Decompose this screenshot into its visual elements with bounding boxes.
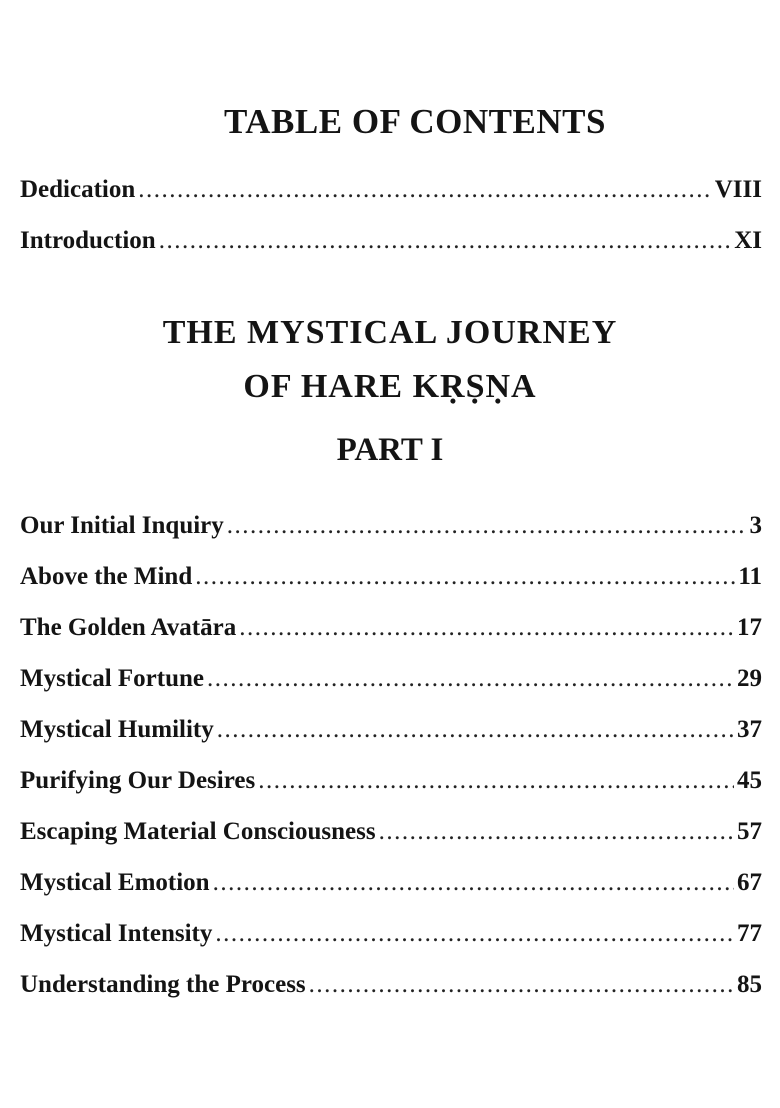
entry-page-number: 77: [737, 920, 762, 947]
dot-leader: [215, 920, 734, 948]
entry-page-number: 37: [737, 716, 762, 743]
entry-title: Mystical Emotion: [20, 869, 210, 896]
dot-leader: [159, 227, 732, 255]
dot-leader: [207, 665, 734, 693]
entry-page-number: 29: [737, 665, 762, 692]
toc-entry-introduction[interactable]: [20, 227, 762, 278]
dot-leader: [217, 716, 734, 744]
dot-leader: [239, 614, 734, 642]
entry-page-number: VIII: [714, 176, 762, 203]
entry-page-number: 3: [749, 512, 762, 539]
entry-title: Escaping Material Consciousness: [20, 818, 376, 845]
entry-title: Introduction: [20, 227, 156, 254]
toc-entry[interactable]: [20, 818, 762, 869]
dot-leader: [379, 818, 734, 846]
section-title-line-2: OF HARE KṚṢṆA: [243, 368, 537, 405]
entry-title: Mystical Humility: [20, 716, 214, 743]
entry-page-number: 85: [737, 971, 762, 998]
toc-entry[interactable]: [20, 971, 762, 1022]
entry-page-number: 17: [737, 614, 762, 641]
dot-leader: [195, 563, 735, 591]
toc-entry[interactable]: [20, 563, 762, 614]
entry-page-number: XI: [734, 227, 762, 254]
section-title-line-1: THE MYSTICAL JOURNEY: [162, 314, 618, 351]
dot-leader: [227, 512, 747, 540]
entry-title: Our Initial Inquiry: [20, 512, 224, 539]
entry-page-number: 45: [737, 767, 762, 794]
entry-title: Mystical Intensity: [20, 920, 213, 947]
entry-title: Mystical Fortune: [20, 665, 204, 692]
toc-heading: TABLE OF CONTENTS: [224, 102, 606, 141]
entry-page-number: 67: [737, 869, 762, 896]
entry-title: Above the Mind: [20, 563, 193, 590]
dot-leader: [258, 767, 734, 795]
entry-page-number: 57: [737, 818, 762, 845]
toc-entry[interactable]: [20, 767, 762, 818]
toc-entry[interactable]: [20, 512, 762, 563]
toc-entry-dedication[interactable]: [20, 176, 762, 227]
part-title: PART I: [336, 432, 444, 468]
toc-entry[interactable]: [20, 665, 762, 716]
front-matter-list: [20, 176, 762, 278]
part-1-entry-list: [20, 512, 762, 1022]
dot-leader: [309, 971, 734, 999]
entry-title: The Golden Avatāra: [20, 614, 237, 641]
entry-title: Dedication: [20, 176, 136, 203]
toc-entry[interactable]: [20, 920, 762, 971]
dot-leader: [138, 176, 711, 204]
toc-entry[interactable]: [20, 614, 762, 665]
section-title: [0, 306, 780, 414]
dot-leader: [213, 869, 734, 897]
toc-entry[interactable]: [20, 716, 762, 767]
entry-title: Purifying Our Desires: [20, 767, 256, 794]
toc-entry[interactable]: [20, 869, 762, 920]
entry-title: Understanding the Process: [20, 971, 306, 998]
entry-page-number: 11: [738, 563, 762, 590]
